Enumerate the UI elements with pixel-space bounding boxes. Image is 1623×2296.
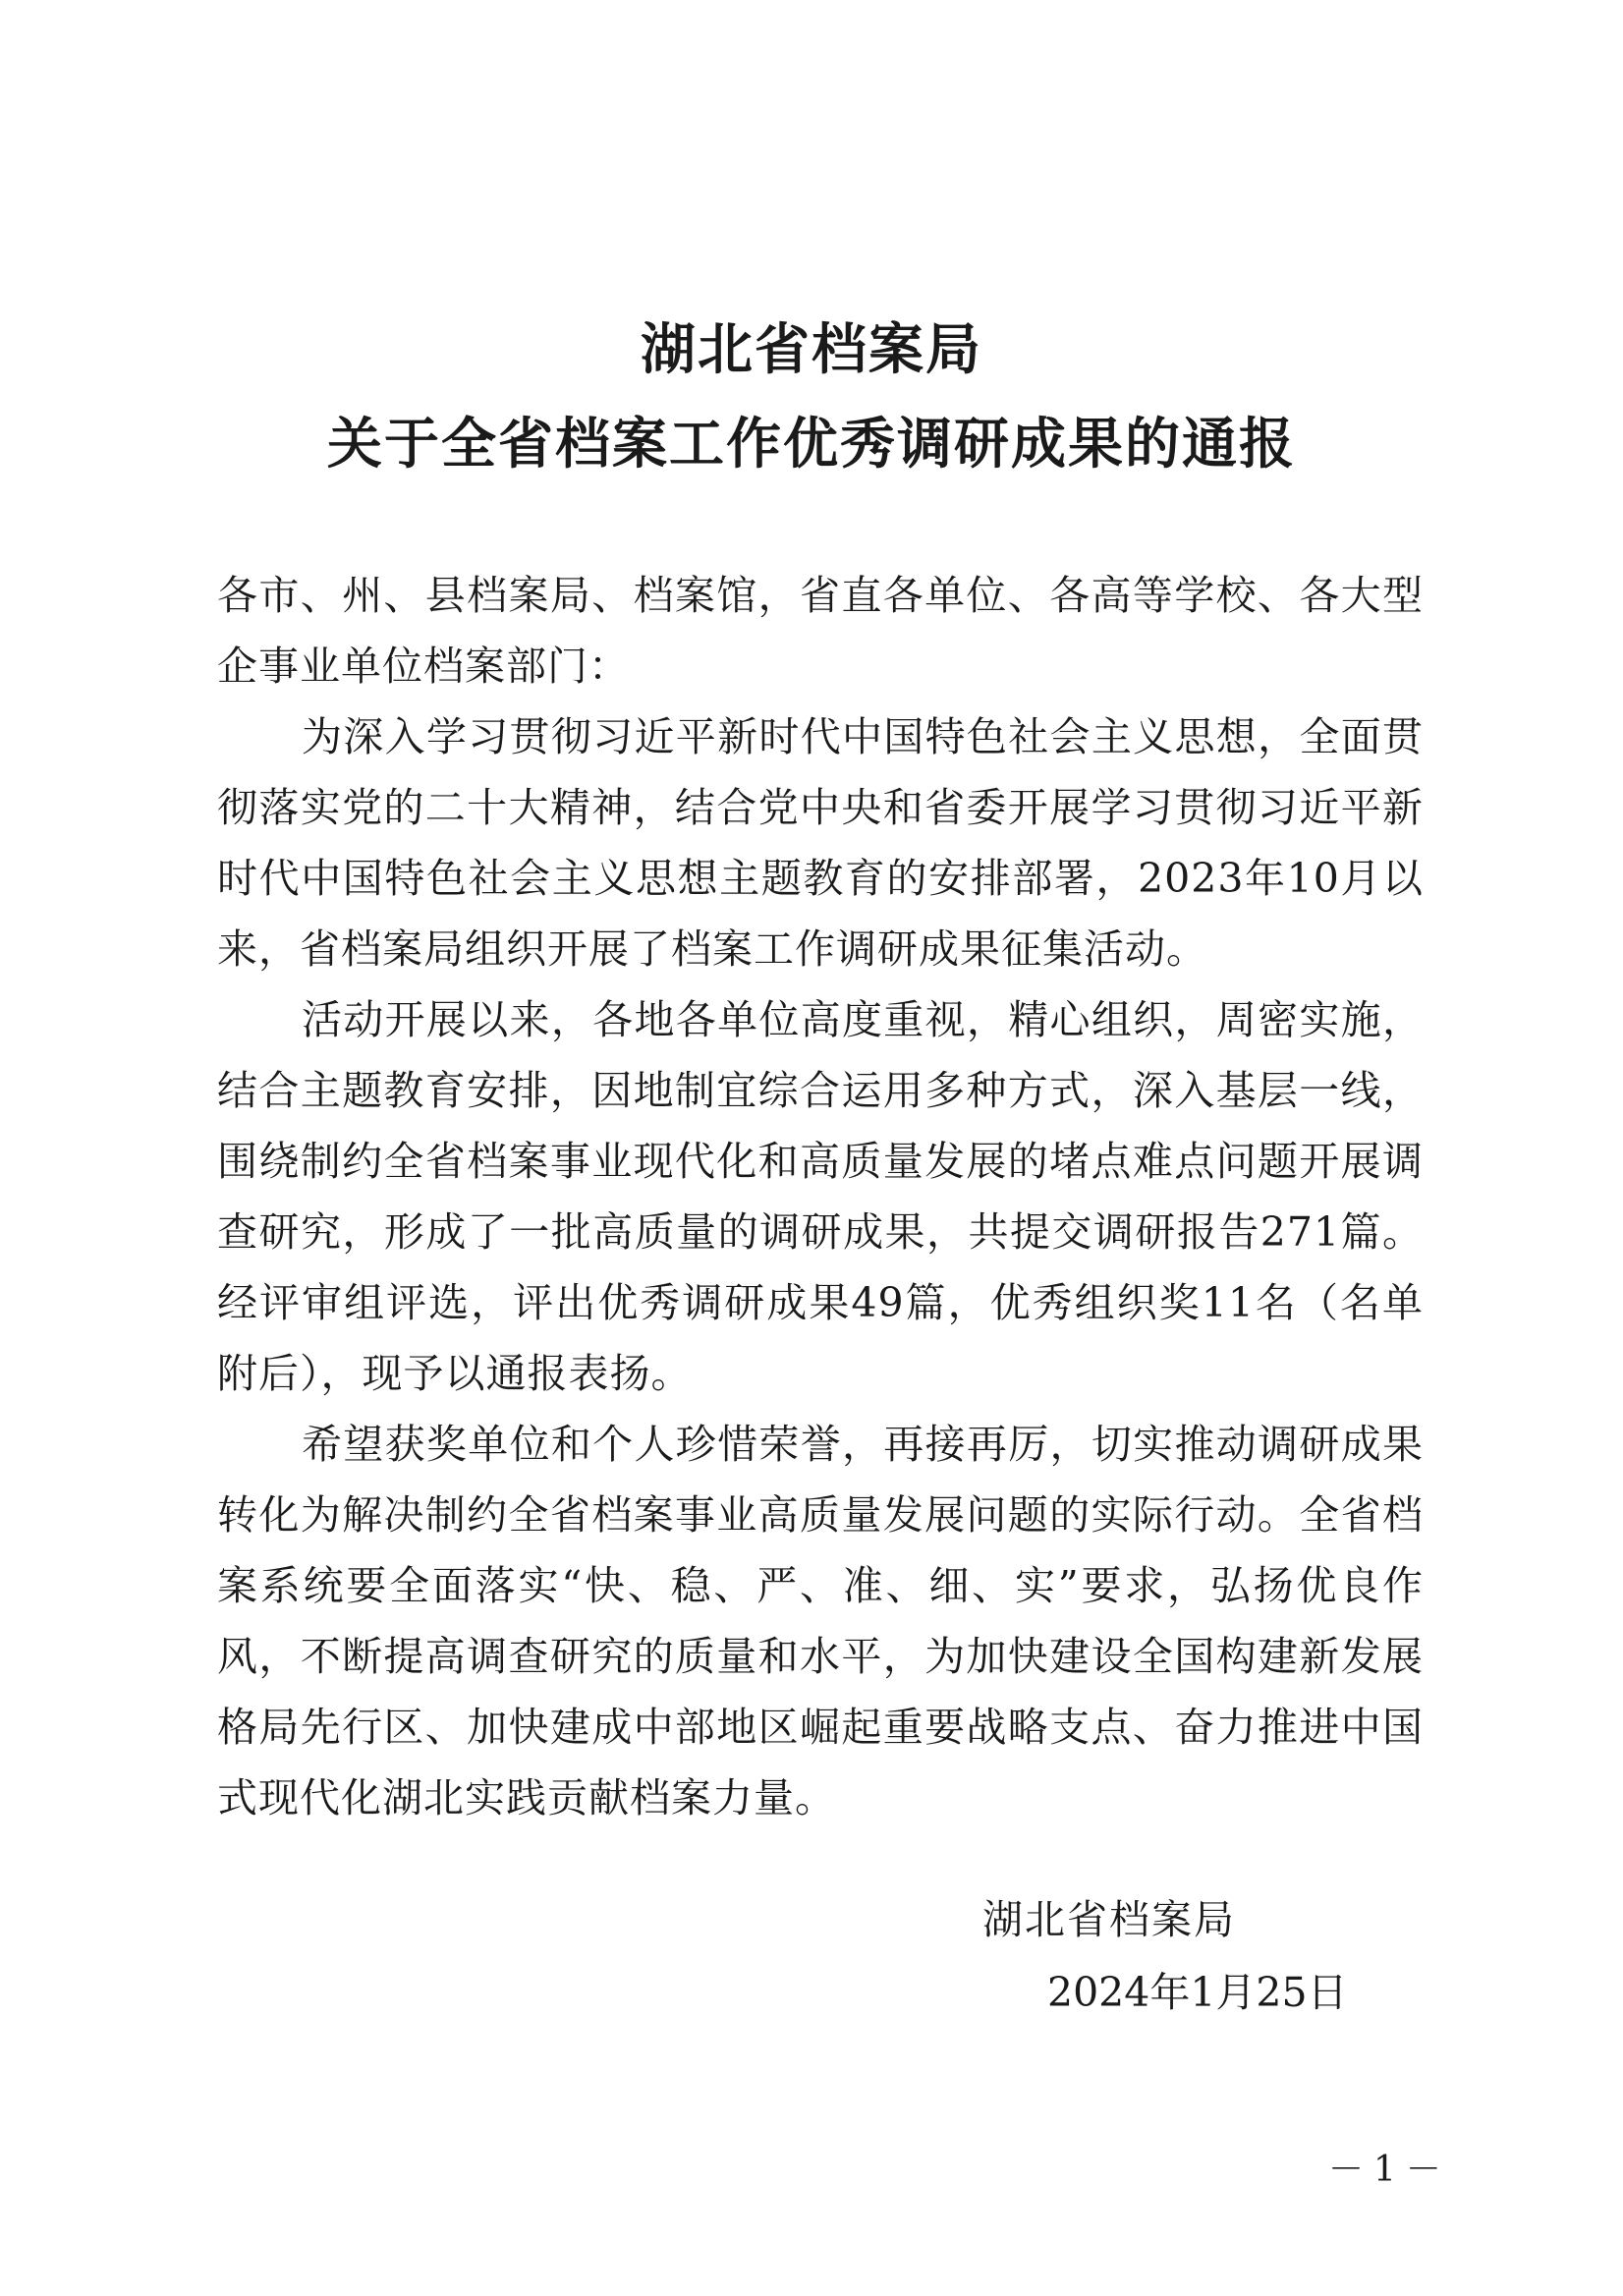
body-paragraph-2: 活动开展以来，各地各单位高度重视，精心组织，周密实施，结合主题教育安排，因地制宜综合运用多种方式，深入基层一线，围绕制约全省档案事业现代化和高质量发展的堵点难点问题开展调查研究，形成了一批高质量的调研成果，共提交调研报告271篇。经评审组评选，评出优秀调研成果49篇，优秀组织奖11名（名单附后），现予以通报表扬。	[217, 996, 1424, 1397]
document-title-line1: 湖北省档案局	[641, 318, 982, 382]
body-paragraph-3: 希望获奖单位和个人珍惜荣誉，再接再厉，切实推动调研成果转化为解决制约全省档案事业高质量发展问题的实际行动。全省档案系统要全面落实“快、稳、严、准、细、实”要求，弘扬优良作风，不断提高调查研究的质量和水平，为加快建设全国构建新发展格局先行区、加快建成中部地区崛起重要战略支点、奋力推进中国式现代化湖北实践贡献档案力量。	[217, 1421, 1424, 1821]
document-title-line2: 关于全省档案工作优秀调研成果的通报	[327, 413, 1296, 476]
page-number: －1－	[1328, 2150, 1451, 2190]
salutation: 各市、州、县档案局、档案馆，省直各单位、各高等学校、各大型企事业单位档案部门：	[217, 572, 1424, 690]
sign-date: 2024年1月25日	[1047, 1969, 1348, 2016]
signer-name: 湖北省档案局	[982, 1896, 1236, 1943]
body-paragraph-1: 为深入学习贯彻习近平新时代中国特色社会主义思想，全面贯彻落实党的二十大精神，结合党中央和省委开展学习贯彻习近平新时代中国特色社会主义思想主题教育的安排部署，2023年10月以来，省档案局组织开展了档案工作调研成果征集活动。	[217, 713, 1424, 973]
document-body	[217, 560, 1424, 1833]
